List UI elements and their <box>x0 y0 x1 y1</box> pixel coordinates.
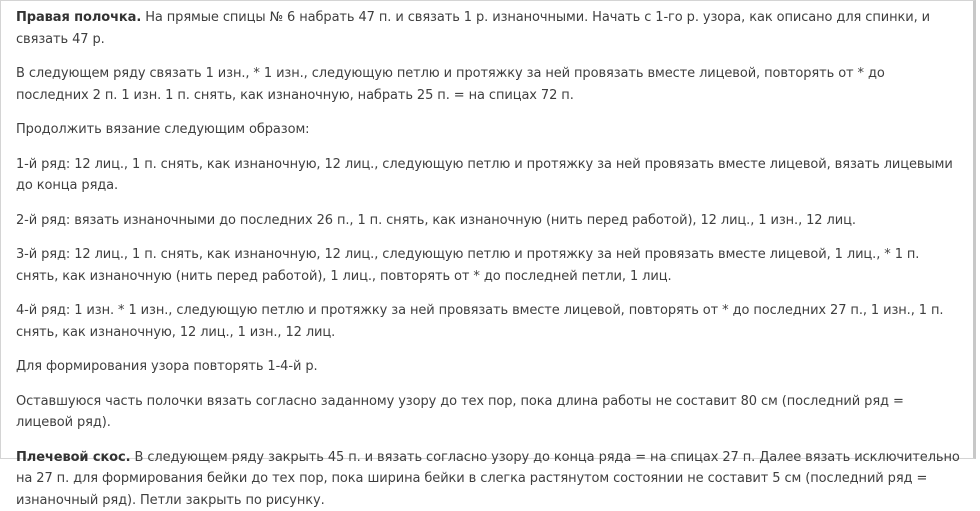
paragraph: В следующем ряду связать 1 изн., * 1 изн., следующую петлю и протяжку за ней провязать вместе лицевой, повторять от * до последних 2 п. 1 изн. 1 п. снять, как изнаночную, набрать 25 п. = на спицах 72 п. <box>16 63 961 106</box>
paragraph-row-3: 3-й ряд: 12 лиц., 1 п. снять, как изнаночную, 12 лиц., следующую петлю и протяжку за ней провязать вместе лицевой, 1 лиц., * 1 п. снять, как изнаночную (нить перед работой), 1 лиц., повторять от * до последней петли, 1 лиц. <box>16 244 961 287</box>
paragraph-shoulder-slope <box>16 447 961 511</box>
knitting-instructions <box>1 1 973 511</box>
section-heading-right-front: Правая полочка. <box>16 10 141 25</box>
paragraph-text: В следующем ряду закрыть 45 п. и вязать согласно узору до конца ряда = на спицах 27 п. Далее вязать исключительно на 27 п. для формирования бейки до тех пор, пока ширина бейки в слегка растянутом состоянии не составит 5 см (последний ряд = изнаночный ряд). Петли закрыть по рисунку. <box>16 450 960 508</box>
paragraph: Продолжить вязание следующим образом: <box>16 119 961 141</box>
paragraph-row-2: 2-й ряд: вязать изнаночными до последних 26 п., 1 п. снять, как изнаночную (нить перед работой), 12 лиц., 1 изн., 12 лиц. <box>16 210 961 232</box>
paragraph-row-1: 1-й ряд: 12 лиц., 1 п. снять, как изнаночную, 12 лиц., следующую петлю и протяжку за ней провязать вместе лицевой, вязать лицевыми до конца ряда. <box>16 154 961 197</box>
paragraph-right-front <box>16 7 961 50</box>
paragraph: Для формирования узора повторять 1-4-й р. <box>16 356 961 378</box>
section-heading-shoulder-slope: Плечевой скос. <box>16 450 130 465</box>
paragraph-text: На прямые спицы № 6 набрать 47 п. и связать 1 р. изнаночными. Начать с 1-го р. узора, как описано для спинки, и связать 47 р. <box>16 10 930 47</box>
paragraph: Оставшуюся часть полочки вязать согласно заданному узору до тех пор, пока длина работы не составит 80 см (последний ряд = лицевой ряд). <box>16 391 961 434</box>
paragraph-row-4: 4-й ряд: 1 изн. * 1 изн., следующую петлю и протяжку за ней провязать вместе лицевой, повторять от * до последних 27 п., 1 изн., 1 п. снять, как изнаночную, 12 лиц., 1 изн., 12 лиц. <box>16 300 961 343</box>
